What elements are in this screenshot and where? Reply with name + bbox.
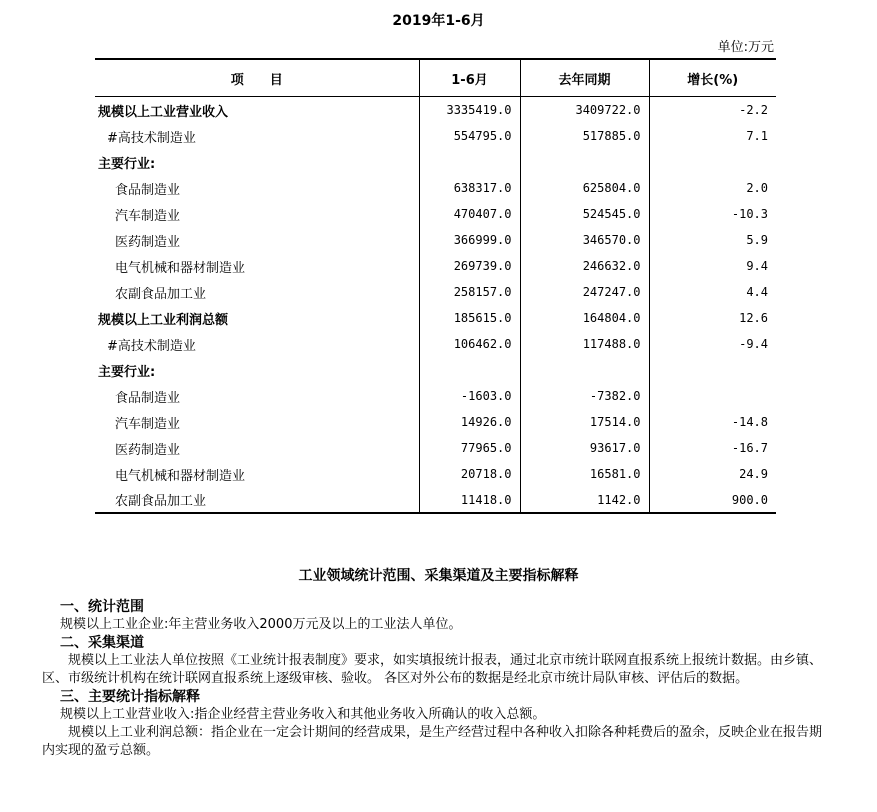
value-period: 14926.0	[419, 409, 520, 435]
statistics-table	[95, 58, 776, 514]
value-last-year: 164804.0	[520, 305, 649, 331]
value-last-year: 246632.0	[520, 253, 649, 279]
section-heading-indicators: 三、主要统计指标解释	[60, 689, 200, 705]
header-last-year: 去年同期	[520, 59, 649, 97]
row-label: 医药制造业	[95, 227, 419, 253]
row-label: #高技术制造业	[95, 123, 419, 149]
value-last-year: 524545.0	[520, 201, 649, 227]
value-growth: -16.7	[731, 441, 768, 455]
section-text-scope: 规模以上工业企业:年主营业务收入2000万元及以上的工业法人单位。	[60, 617, 462, 632]
notes-section	[42, 598, 832, 760]
value-period	[419, 149, 520, 175]
row-label: #高技术制造业	[95, 331, 419, 357]
table-row	[95, 331, 776, 357]
value-last-year	[520, 149, 649, 175]
value-growth: 5.9	[746, 233, 768, 247]
value-period: 366999.0	[419, 227, 520, 253]
value-growth: -14.8	[731, 415, 768, 429]
table-row	[95, 461, 776, 487]
value-last-year: 247247.0	[520, 279, 649, 305]
row-label: 汽车制造业	[95, 409, 419, 435]
row-label: 食品制造业	[95, 175, 419, 201]
value-period: -1603.0	[419, 383, 520, 409]
header-growth: 增长(%)	[649, 59, 776, 97]
value-period: 3335419.0	[419, 97, 520, 124]
notes-title: 工业领域统计范围、采集渠道及主要指标解释	[298, 568, 579, 584]
value-growth	[649, 383, 776, 409]
value-period: 106462.0	[419, 331, 520, 357]
value-last-year: 625804.0	[520, 175, 649, 201]
table-row	[95, 305, 776, 331]
value-last-year	[520, 357, 649, 383]
value-growth: 12.6	[739, 311, 768, 325]
value-last-year: 93617.0	[520, 435, 649, 461]
value-growth: 9.4	[746, 259, 768, 273]
section-text-channel: 规模以上工业法人单位按照《工业统计报表制度》要求，如实填报统计报表，通过北京市统计联网直报系统上报统计数据。由乡镇、区、市级统计机构在统计联网直报系统上逐级审核、验收。 各区对外公布的数据是经北京市统计局队审核、评估后的数据。	[42, 653, 823, 686]
section-heading-channel: 二、采集渠道	[60, 635, 144, 651]
section-text-revenue: 规模以上工业营业收入:指企业经营主营业务收入和其他业务收入所确认的收入总额。	[60, 707, 546, 722]
row-label: 医药制造业	[95, 435, 419, 461]
value-last-year: 17514.0	[520, 409, 649, 435]
value-growth: 900.0	[649, 487, 776, 513]
row-label: 食品制造业	[95, 383, 419, 409]
header-item: 项 目	[95, 59, 419, 97]
section-text-profit: 规模以上工业利润总额：指企业在一定会计期间的经营成果，是生产经营过程中各种收入扣除各种耗费后的盈余，反映企业在报告期内实现的盈亏总额。	[42, 725, 823, 758]
value-last-year: 16581.0	[520, 461, 649, 487]
section-heading-scope: 一、统计范围	[60, 599, 144, 615]
row-label: 农副食品加工业	[95, 487, 419, 513]
value-period: 638317.0	[419, 175, 520, 201]
value-growth	[649, 357, 776, 383]
value-period: 185615.0	[419, 305, 520, 331]
table-body	[95, 97, 776, 514]
value-period: 77965.0	[419, 435, 520, 461]
row-label: 汽车制造业	[95, 201, 419, 227]
table-row	[95, 253, 776, 279]
table-row	[95, 201, 776, 227]
value-last-year: 346570.0	[520, 227, 649, 253]
row-label: 主要行业:	[95, 149, 419, 175]
row-label: 电气机械和器材制造业	[95, 253, 419, 279]
table-row	[95, 175, 776, 201]
table-row	[95, 227, 776, 253]
value-growth: -2.2	[739, 103, 768, 117]
table-row	[95, 409, 776, 435]
value-period: 258157.0	[419, 279, 520, 305]
value-growth: -10.3	[731, 207, 768, 221]
table-row	[95, 123, 776, 149]
value-last-year: -7382.0	[520, 383, 649, 409]
table-row	[95, 435, 776, 461]
value-period: 554795.0	[419, 123, 520, 149]
value-growth: 4.4	[746, 285, 768, 299]
value-growth: 2.0	[746, 181, 768, 195]
table-row	[95, 279, 776, 305]
row-label: 主要行业:	[95, 357, 419, 383]
value-period: 11418.0	[419, 487, 520, 513]
value-period: 470407.0	[419, 201, 520, 227]
value-period: 269739.0	[419, 253, 520, 279]
value-last-year: 3409722.0	[520, 97, 649, 124]
row-label: 规模以上工业利润总额	[95, 305, 419, 331]
value-last-year: 517885.0	[520, 123, 649, 149]
header-period: 1-6月	[419, 59, 520, 97]
value-last-year: 1142.0	[520, 487, 649, 513]
page-title: 2019年1-6月	[392, 13, 485, 29]
unit-label: 单位:万元	[717, 40, 774, 55]
value-growth: -9.4	[739, 337, 768, 351]
table-header-row	[95, 59, 776, 97]
value-growth: 7.1	[746, 129, 768, 143]
value-last-year: 117488.0	[520, 331, 649, 357]
value-period: 20718.0	[419, 461, 520, 487]
table-row	[95, 357, 776, 383]
value-growth	[649, 149, 776, 175]
value-period	[419, 357, 520, 383]
row-label: 电气机械和器材制造业	[95, 461, 419, 487]
table-row	[95, 97, 776, 124]
row-label: 规模以上工业营业收入	[95, 97, 419, 124]
table-row	[95, 149, 776, 175]
value-growth: 24.9	[739, 467, 768, 481]
table-row	[95, 383, 776, 409]
table-row	[95, 487, 776, 513]
row-label: 农副食品加工业	[95, 279, 419, 305]
